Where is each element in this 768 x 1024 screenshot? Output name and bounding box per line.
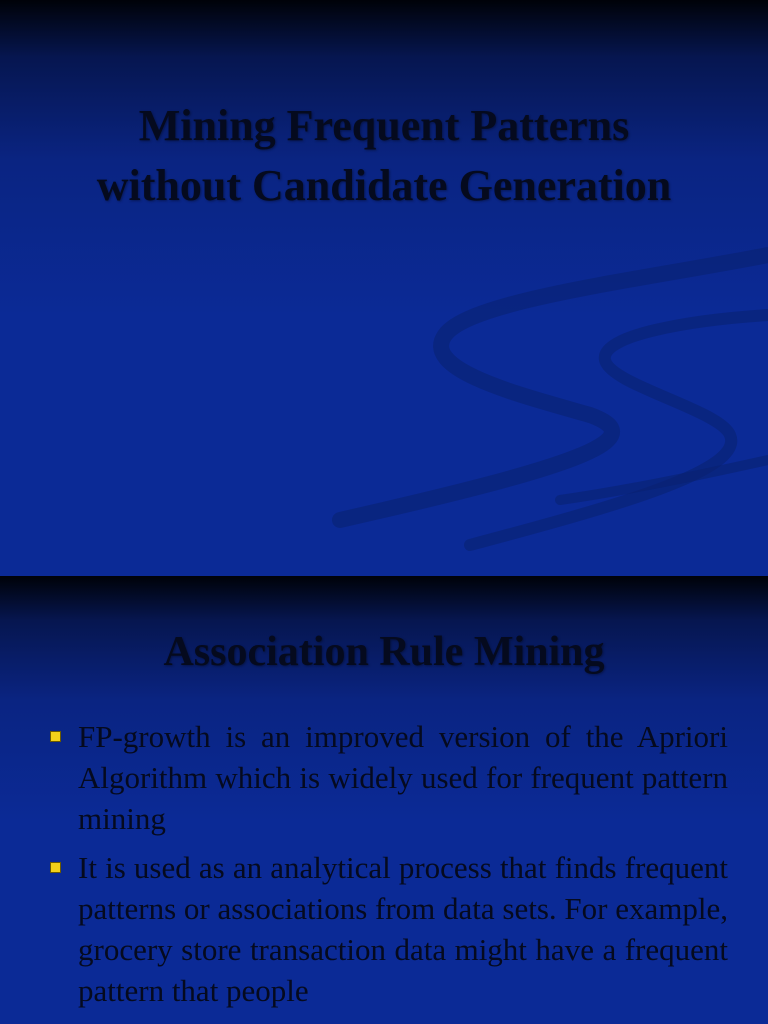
slide-content [0, 576, 768, 1024]
title-line-1: Mining Frequent Patterns [138, 101, 630, 150]
bullet-text: It is used as an analytical process that finds frequent patterns or associations from data sets. For example, grocery store transaction data might have a frequent pattern that people [78, 850, 728, 1008]
bullet-item [44, 847, 728, 1011]
bullet-list [44, 716, 728, 1019]
square-bullet-icon [50, 862, 61, 873]
bullet-text: FP-growth is an improved version of the Apriori Algorithm which is widely used for frequent pattern mining [78, 719, 728, 836]
slide-heading: Association Rule Mining [163, 629, 605, 675]
title-line-2: without Candidate Generation [96, 161, 672, 210]
square-bullet-icon [50, 731, 61, 742]
slide-title-heading [0, 96, 768, 216]
bullet-item [44, 716, 728, 839]
